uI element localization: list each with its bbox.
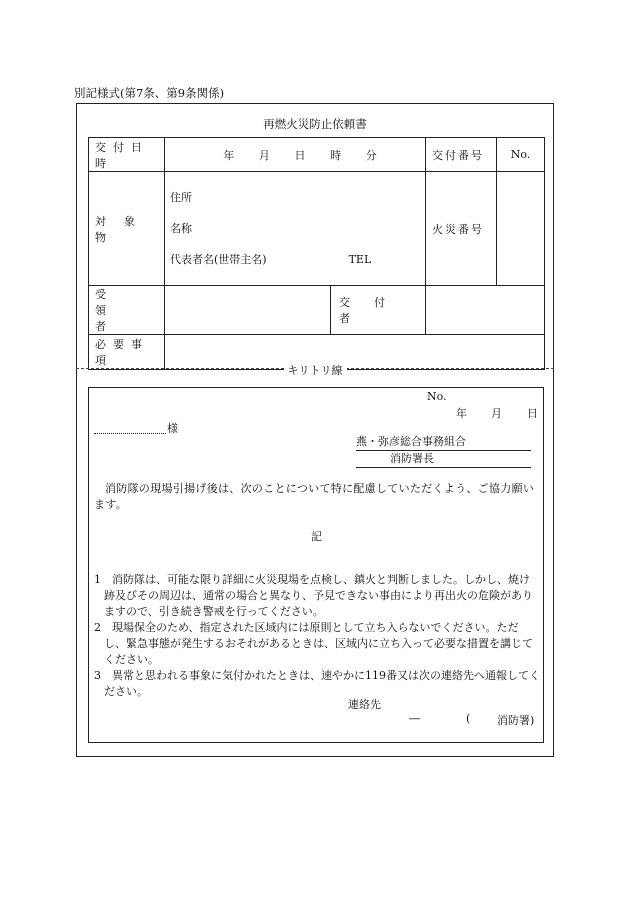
minute-unit: 分 bbox=[365, 148, 377, 162]
item-2: 2 現場保全のため、指定された区域内には原則として立ち入らないでください。ただし、緊急事態が発生するおそれがあるときは、区域内に立ち入って必要な措置を講じてください。 bbox=[94, 621, 533, 666]
fire-number-field[interactable] bbox=[497, 172, 545, 286]
item-3: 3 異常と思われる事象に気付かれたときは、速やかに119番又は次の連絡先へ通報してください。 bbox=[94, 669, 540, 698]
representative-label: 代表者名(世帯主名) bbox=[170, 253, 267, 266]
contact-paren-open: ( bbox=[466, 712, 471, 725]
address-label: 住所 bbox=[170, 191, 192, 204]
remarks-label: 必要事項 bbox=[89, 335, 165, 370]
name-label: 名称 bbox=[170, 222, 192, 235]
hour-unit: 時 bbox=[330, 148, 342, 162]
request-table bbox=[88, 137, 545, 370]
item-1: 1 消防隊は、可能な限り詳細に火災現場を点検し、鎮火と判断しました。しかし、焼け跡及びその周辺は、通常の場合と異なり、予見できない事由により再出火の危険がありますので、引き続き警戒を行ってください。 bbox=[94, 573, 533, 618]
addressee-blank[interactable] bbox=[94, 423, 166, 434]
tel-label: TEL bbox=[348, 253, 372, 266]
issuer-field[interactable] bbox=[426, 286, 545, 335]
contact-station: 消防署) bbox=[497, 714, 535, 727]
issue-number-field[interactable]: No. bbox=[497, 138, 545, 172]
cut-line-label: キリトリ線 bbox=[284, 364, 347, 377]
contact-dash: ― bbox=[409, 712, 420, 725]
form-label: 別記様式(第7条、第9条関係) bbox=[74, 86, 225, 100]
year-unit: 年 bbox=[223, 148, 235, 162]
intro-paragraph: 消防隊の現場引揚げ後は、次のことについて特に配慮していただくよう、ご協力願います。 bbox=[94, 482, 535, 511]
form-title: 再燃火災防止依頼書 bbox=[263, 117, 367, 131]
chief-title: 消防署長 bbox=[356, 450, 531, 468]
target-field[interactable] bbox=[165, 172, 426, 286]
notice-year-unit: 年 bbox=[456, 407, 467, 420]
issue-number-label: 交付番号 bbox=[426, 138, 497, 172]
receiver-label: 受領者 bbox=[89, 286, 165, 335]
target-label: 対象物 bbox=[89, 172, 165, 286]
contact-label: 連絡先 bbox=[348, 698, 381, 711]
fire-number-label: 火災番号 bbox=[426, 172, 497, 286]
notice-month-unit: 月 bbox=[491, 407, 502, 420]
issue-datetime-field[interactable] bbox=[165, 138, 426, 172]
receiver-field[interactable] bbox=[165, 286, 331, 335]
day-unit: 日 bbox=[294, 148, 306, 162]
notice-day-unit: 日 bbox=[527, 407, 538, 420]
org-name: 燕・弥彦総合事務組合 bbox=[356, 433, 531, 451]
notice-no-label: No. bbox=[427, 390, 447, 403]
ki-heading: 記 bbox=[311, 530, 322, 543]
issuer-label: 交付者 bbox=[331, 286, 426, 335]
month-unit: 月 bbox=[258, 148, 270, 162]
issue-datetime-label: 交付日時 bbox=[89, 138, 165, 172]
representative-row bbox=[170, 244, 419, 275]
addressee-suffix: 様 bbox=[167, 422, 178, 435]
